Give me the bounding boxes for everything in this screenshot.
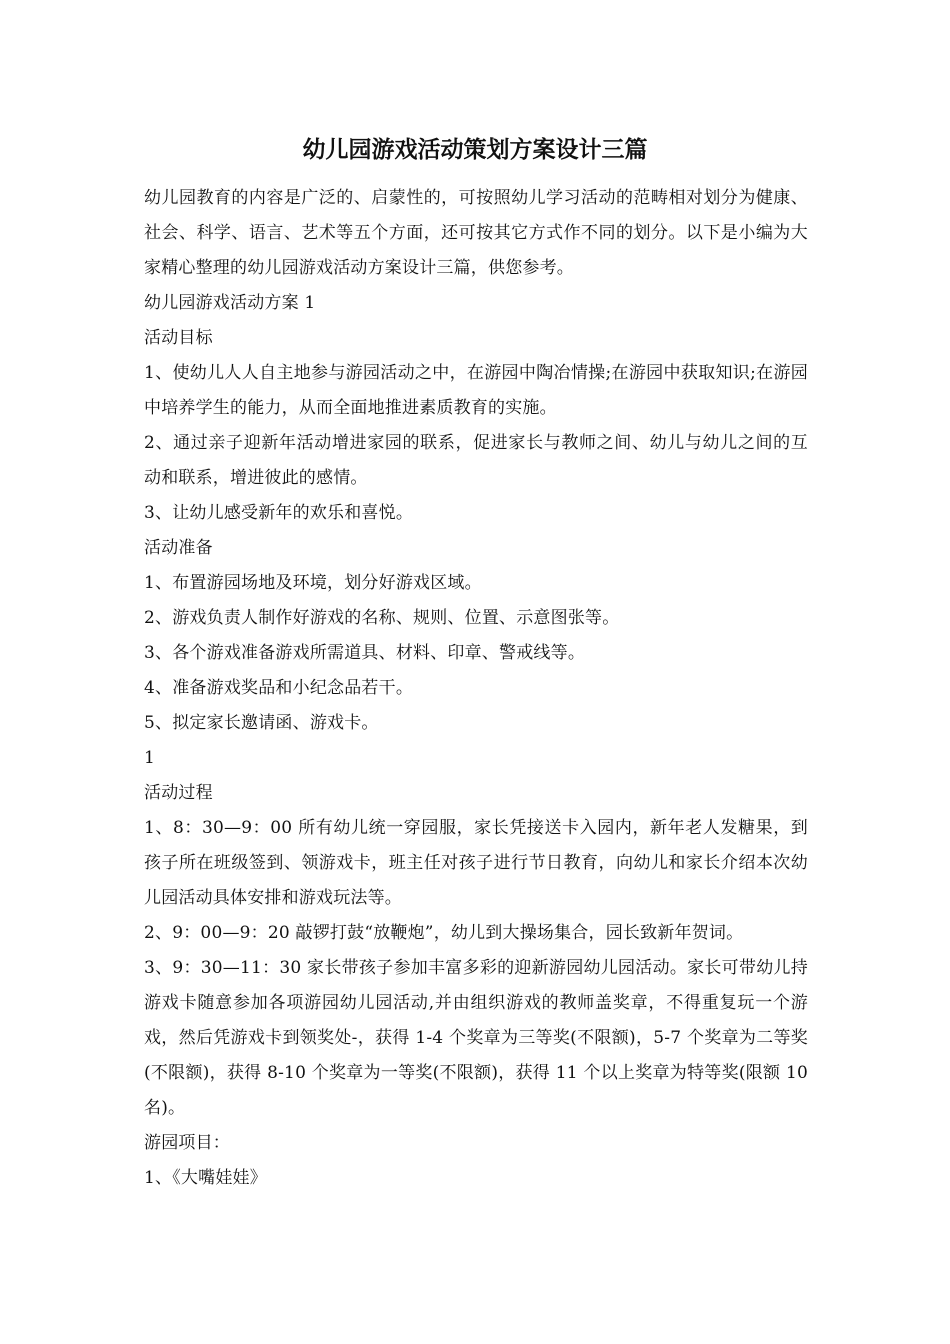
prep-item-2: 2、游戏负责人制作好游戏的名称、规则、位置、示意图张等。 — [144, 608, 620, 628]
process-item-1: 1、8：30—9：00 所有幼儿统一穿园服，家长凭接送卡入园内，新年老人发糖果，到孩子所在班级签到、领游戏卡，班主任对孩子进行节日教育，向幼儿和家长介绍本次幼儿园活动具体安排和游戏玩法等。 — [144, 818, 808, 908]
goal-item-1: 1、使幼儿人人自主地参与游园活动之中，在游园中陶冶情操;在游园中获取知识;在游园中培养学生的能力，从而全面地推进素质教育的实施。 — [144, 363, 808, 418]
prep-item-3: 3、各个游戏准备游戏所需道具、材料、印章、警戒线等。 — [144, 643, 586, 663]
subheading-process: 活动过程 — [144, 783, 213, 803]
section-heading-plan-1: 幼儿园游戏活动方案 1 — [144, 293, 316, 313]
prep-item-5: 5、拟定家长邀请函、游戏卡。 — [144, 713, 379, 733]
intro-paragraph: 幼儿园教育的内容是广泛的、启蒙性的，可按照幼儿学习活动的范畴相对划分为健康、社会、科学、语言、艺术等五个方面，还可按其它方式作不同的划分。以下是小编为大家精心整理的幼儿园游戏活动方案设计三篇，供您参考。 — [144, 188, 808, 278]
document-title: 幼儿园游戏活动策划方案设计三篇 — [302, 136, 648, 163]
prep-item-4: 4、准备游戏奖品和小纪念品若干。 — [144, 678, 414, 698]
goal-item-3: 3、让幼儿感受新年的欢乐和喜悦。 — [144, 503, 414, 523]
page-number-marker: 1 — [144, 748, 156, 768]
subheading-goals: 活动目标 — [144, 328, 213, 348]
process-item-3: 3、9：30—11：30 家长带孩子参加丰富多彩的迎新游园幼儿园活动。家长可带幼儿持游戏卡随意参加各项游园幼儿园活动,并由组织游戏的教师盖奖章，不得重复玩一个游戏，然后凭游戏卡到领奖处-，获得 1-4 个奖章为三等奖(不限额)，5-7 个奖章为二等奖(不限额)，获得 8-10 个奖章为一等奖(不限额)，获得 11 个以上奖章为特等奖(限额 10 名)。 — [144, 958, 808, 1118]
subheading-preparation: 活动准备 — [144, 538, 213, 558]
subheading-projects: 游园项目： — [144, 1133, 230, 1153]
project-item-1: 1、《大嘴娃娃》 — [144, 1168, 267, 1188]
prep-item-1: 1、布置游园场地及环境，划分好游戏区域。 — [144, 573, 482, 593]
process-item-2: 2、9：00—9：20 敲锣打鼓“放鞭炮”，幼儿到大操场集合，园长致新年贺词。 — [144, 923, 744, 943]
document-body — [144, 181, 808, 1196]
goal-item-2: 2、通过亲子迎新年活动增进家园的联系，促进家长与教师之间、幼儿与幼儿之间的互动和联系，增进彼此的感情。 — [144, 433, 808, 488]
